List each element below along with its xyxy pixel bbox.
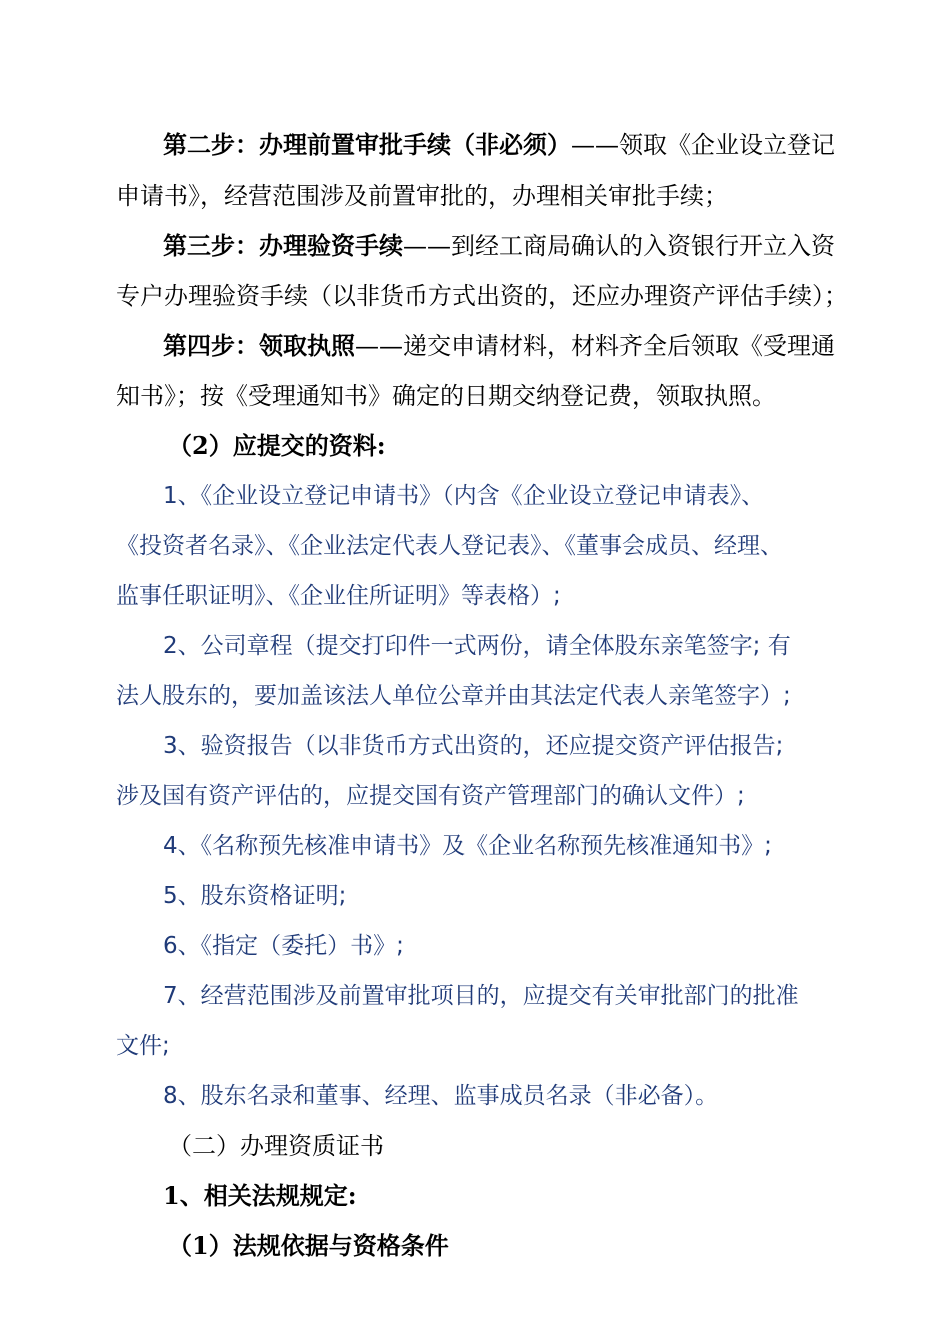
step-4-text-1: ——递交申请材料，材料齐全后领取《受理通 bbox=[355, 332, 835, 360]
material-item-1-line-1: 1、《企业设立登记申请书》（内含《企业设立登记申请表》、 bbox=[163, 483, 765, 509]
material-item-3-line-2: 涉及国有资产评估的，应提交国有资产管理部门的确认文件）; bbox=[116, 783, 745, 809]
material-item-5: 5、股东资格证明; bbox=[163, 883, 347, 909]
sub-heading: 1、相关法规规定: bbox=[163, 1181, 357, 1210]
material-item-7-line-2: 文件; bbox=[116, 1033, 170, 1059]
step-2-text-1: ——领取《企业设立登记 bbox=[571, 131, 835, 159]
material-item-2-line-2: 法人股东的，要加盖该法人单位公章并由其法定代表人亲笔签字）; bbox=[116, 683, 791, 709]
step-2-line-2: 申请书》，经营范围涉及前置审批的，办理相关审批手续； bbox=[116, 182, 728, 210]
step-3-title: 第三步：办理验资手续 bbox=[163, 231, 403, 260]
material-item-8: 8、股东名录和董事、经理、监事成员名录（非必备）。 bbox=[163, 1083, 719, 1109]
step-4-line-2: 知书》；按《受理通知书》确定的日期交纳登记费，领取执照。 bbox=[116, 382, 776, 410]
material-item-1-line-2: 《投资者名录》、《企业法定代表人登记表》、《董事会成员、经理、 bbox=[116, 533, 783, 559]
material-item-6: 6、《指定（委托）书》; bbox=[163, 933, 404, 959]
step-3-text-1: ——到经工商局确认的入资银行开立入资 bbox=[403, 232, 835, 260]
step-3-line-2: 专户办理验资手续（以非货币方式出资的，还应办理资产评估手续）； bbox=[116, 282, 848, 310]
step-2-title: 第二步：办理前置审批手续（非必须） bbox=[163, 130, 571, 159]
materials-heading: （2）应提交的资料: bbox=[168, 431, 386, 460]
step-4-line-1 bbox=[163, 331, 835, 361]
material-item-4: 4、《名称预先核准申请书》及《企业名称预先核准通知书》; bbox=[163, 833, 772, 859]
sub-sub-heading: （1）法规依据与资格条件 bbox=[168, 1231, 449, 1260]
material-item-7-line-1: 7、经营范围涉及前置审批项目的，应提交有关审批部门的批准 bbox=[163, 983, 799, 1009]
material-item-3-line-1: 3、验资报告（以非货币方式出资的，还应提交资产评估报告; bbox=[163, 733, 784, 759]
material-item-2-line-1: 2、公司章程（提交打印件一式两份，请全体股东亲笔签字; 有 bbox=[163, 633, 791, 659]
step-4-title: 第四步：领取执照 bbox=[163, 331, 355, 360]
step-3-line-1 bbox=[163, 231, 835, 261]
section-heading: （二）办理资质证书 bbox=[168, 1132, 384, 1160]
material-item-1-line-3: 监事任职证明》、《企业住所证明》等表格）; bbox=[116, 583, 561, 609]
step-2-line-1 bbox=[163, 130, 835, 160]
